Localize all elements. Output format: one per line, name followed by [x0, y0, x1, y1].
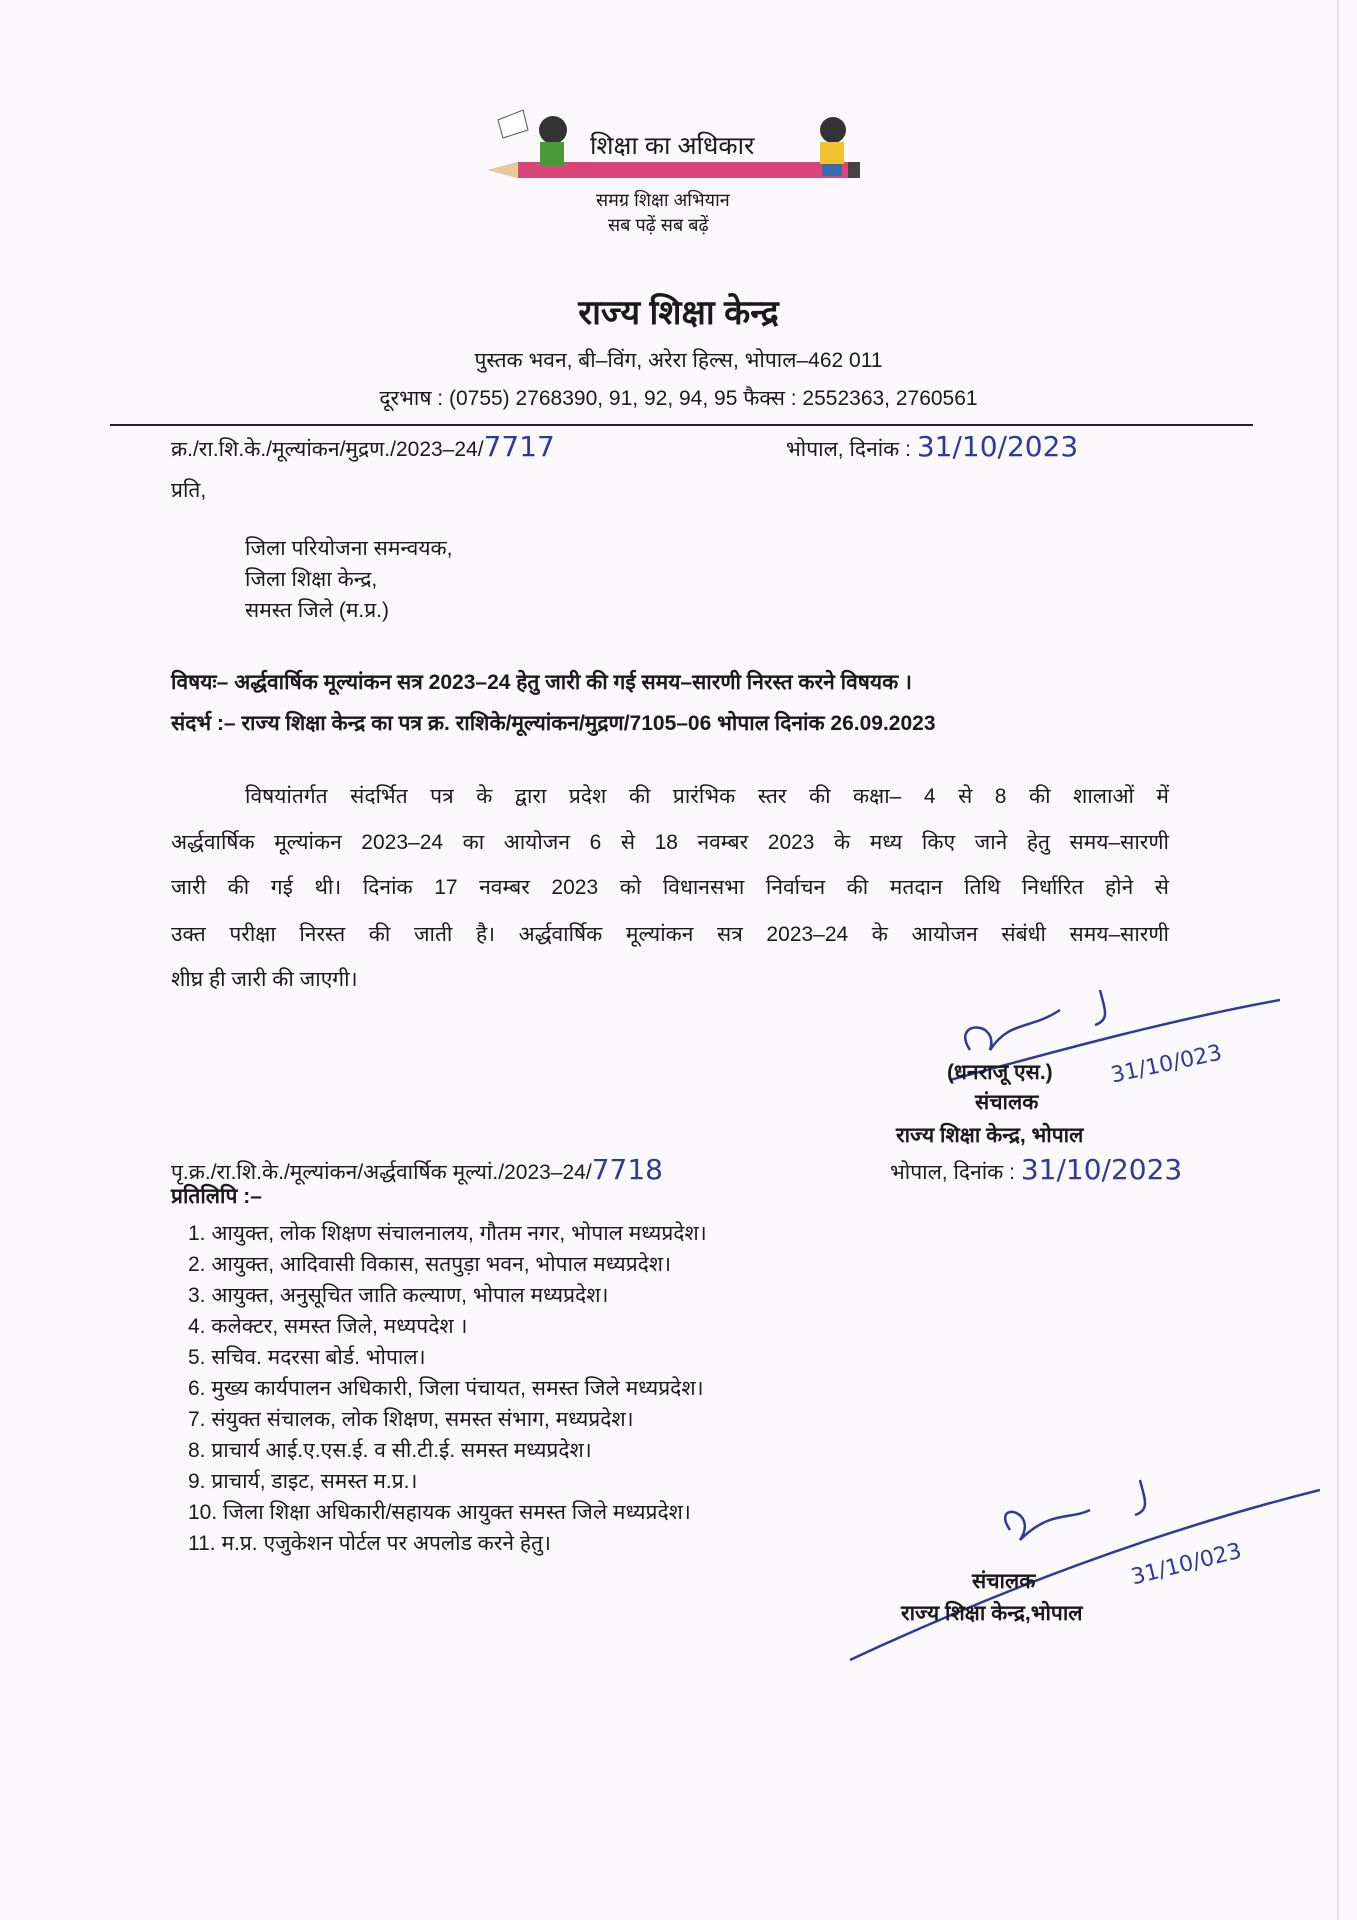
copy-ref-number: 7718: [591, 1153, 663, 1186]
to-label: प्रति,: [171, 479, 207, 502]
list-item: 2. आयुक्त, आदिवासी विकास, सतपुड़ा भवन, भोपाल मध्यप्रदेश।: [188, 1253, 672, 1276]
recipient-line-2: जिला शिक्षा केन्द्र,: [245, 568, 378, 591]
body-line-1: विषयांतर्गत संदर्भित पत्र के द्वारा प्रदेश की प्रारंभिक स्तर की कक्षा– 4 से 8 की शालाओं में: [245, 785, 1169, 808]
body-line-3: जारी की गई थी। दिनांक 17 नवम्बर 2023 को विधानसभा निर्वाचन की मतदान तिथि निर्धारित होने से: [171, 876, 1169, 899]
rte-logo: [478, 100, 878, 240]
letter-date: [786, 430, 1078, 463]
logo-line1: समग्र शिक्षा अभियान: [596, 190, 730, 210]
letter-ref: [171, 430, 555, 463]
copy-ref-prefix: पृ.क्र./रा.शि.के./मूल्यांकन/अर्द्धवार्षिक मूल्यां./2023–24/: [171, 1161, 592, 1184]
signatory-org: राज्य शिक्षा केन्द्र, भोपाल: [896, 1124, 1084, 1147]
list-item: 1. आयुक्त, लोक शिक्षण संचालनालय, गौतम नगर, भोपाल मध्यप्रदेश।: [188, 1222, 707, 1245]
letter-date-value: 31/10/2023: [916, 430, 1079, 463]
recipient-line-1: जिला परियोजना समन्वयक,: [245, 537, 453, 560]
reference-line: संदर्भ :– राज्य शिक्षा केन्द्र का पत्र क्र. राशिके/मूल्यांकन/मुद्रण/7105–06 भोपाल दिनांक 26.09.2023: [171, 712, 936, 735]
signature-2-date: 31/10/023: [1128, 1538, 1245, 1591]
signature-2-icon: [840, 1470, 1320, 1670]
recipient-line-3: समस्त जिले (म.प्र.): [245, 599, 389, 622]
signature-1-date: 31/10/023: [1108, 1040, 1225, 1089]
body-line-4: उक्त परीक्षा निरस्त की जाती है। अर्द्धवार्षिक मूल्यांकन सत्र 2023–24 के आयोजन संबंधी समय–सारणी: [171, 923, 1169, 946]
signatory-title: संचालक: [975, 1091, 1039, 1114]
copy-heading: प्रतिलिपि :–: [171, 1185, 262, 1208]
header-divider: [110, 424, 1253, 426]
list-item: 9. प्राचार्य, डाइट, समस्त म.प्र.।: [188, 1470, 418, 1493]
logo-line2: सब पढ़ें सब बढ़ें: [608, 215, 709, 235]
list-item: 3. आयुक्त, अनुसूचित जाति कल्याण, भोपाल मध्यप्रदेश।: [188, 1284, 609, 1307]
letter-ref-prefix: क्र./रा.शि.के./मूल्यांकन/मुद्रण./2023–24/: [171, 438, 484, 461]
list-item: 4. कलेक्टर, समस्त जिले, मध्यपदेश ।: [188, 1315, 468, 1338]
copy-date-value: 31/10/2023: [1020, 1153, 1183, 1186]
org-title: राज्य शिक्षा केन्द्र: [578, 294, 779, 332]
logo-title: शिक्षा का अधिकार: [590, 132, 755, 160]
signatory-name: (धनराजू एस.): [947, 1061, 1053, 1084]
list-item: 8. प्राचार्य आई.ए.एस.ई. व सी.टी.ई. समस्त मध्यप्रदेश।: [188, 1439, 592, 1462]
org-address: पुस्तक भवन, बी–विंग, अरेरा हिल्स, भोपाल–462 011: [474, 349, 883, 372]
copy-date: [890, 1153, 1182, 1186]
copy-signatory-title: संचालक: [972, 1570, 1036, 1593]
list-item: 5. सचिव. मदरसा बोर्ड. भोपाल।: [188, 1346, 426, 1369]
copy-list: [188, 1218, 707, 1559]
org-phone: दूरभाष : (0755) 2768390, 91, 92, 94, 95 फैक्स : 2552363, 2760561: [379, 387, 978, 410]
letter-ref-number: 7717: [483, 430, 555, 463]
list-item: 11. म.प्र. एजुकेशन पोर्टल पर अपलोड करने हेतु।: [188, 1532, 551, 1555]
list-item: 10. जिला शिक्षा अधिकारी/सहायक आयुक्त समस्त जिले मध्यप्रदेश।: [188, 1501, 691, 1524]
copy-date-label: भोपाल, दिनांक :: [890, 1161, 1015, 1184]
list-item: 6. मुख्य कार्यपालन अधिकारी, जिला पंचायत, समस्त जिले मध्यप्रदेश।: [188, 1377, 704, 1400]
copy-signatory-org: राज्य शिक्षा केन्द्र,भोपाल: [901, 1602, 1083, 1625]
body-line-5: शीघ्र ही जारी की जाएगी।: [171, 968, 358, 991]
letter-date-label: भोपाल, दिनांक :: [786, 438, 911, 461]
body-line-2: अर्द्धवार्षिक मूल्यांकन 2023–24 का आयोजन 6 से 18 नवम्बर 2023 के मध्य किए जाने हेतु समय–सारणी: [171, 831, 1169, 854]
subject-line: विषयः– अर्द्धवार्षिक मूल्यांकन सत्र 2023–24 हेतु जारी की गई समय–सारणी निरस्त करने विषयक ।: [171, 671, 912, 694]
list-item: 7. संयुक्त संचालक, लोक शिक्षण, समस्त संभाग, मध्यप्रदेश।: [188, 1408, 634, 1431]
